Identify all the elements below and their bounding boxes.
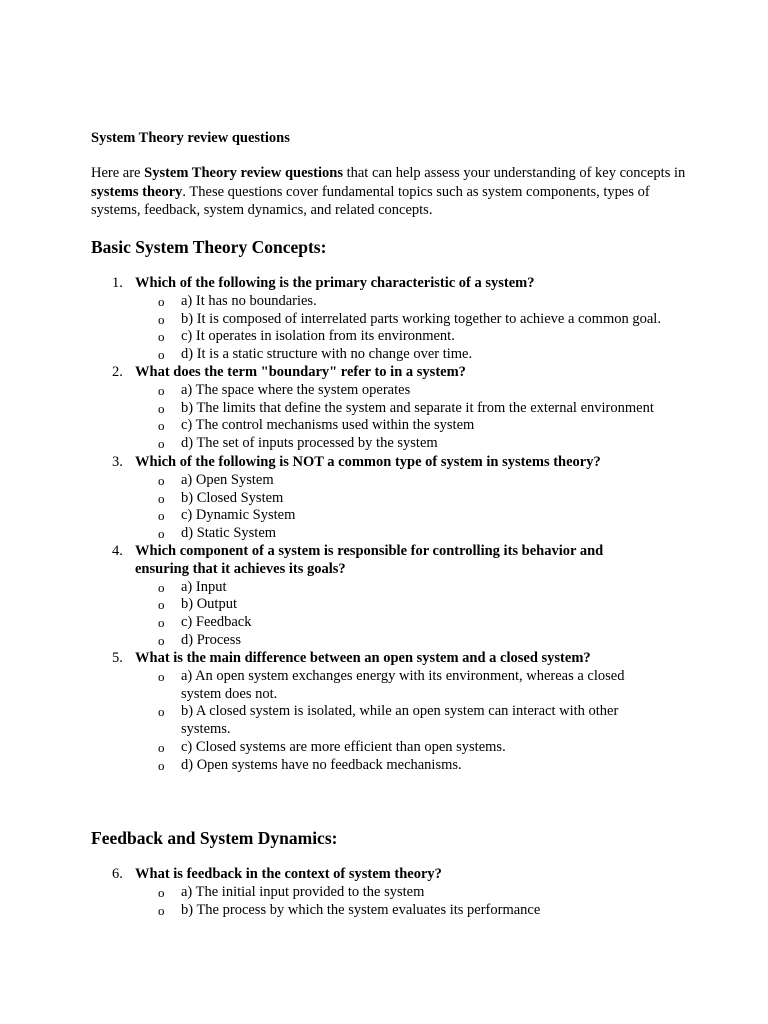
question xyxy=(0,543,768,579)
answer-option xyxy=(0,596,768,614)
question-item xyxy=(0,454,768,543)
bullet-icon: o xyxy=(158,884,165,900)
answer-option xyxy=(0,435,768,453)
answer-option xyxy=(0,614,768,632)
answer-option xyxy=(0,884,768,902)
answer-option xyxy=(0,703,768,739)
option-text: d) Static System xyxy=(181,525,277,542)
bullet-icon: o xyxy=(158,508,165,524)
answer-option xyxy=(0,417,768,435)
option-text: a) Open System xyxy=(181,471,274,488)
question xyxy=(0,275,768,293)
bullet-icon: o xyxy=(158,311,165,327)
bullet-icon: o xyxy=(158,757,165,773)
section-heading: Feedback and System Dynamics: xyxy=(91,828,338,848)
question-number: 4. xyxy=(112,543,123,559)
answer-option xyxy=(0,328,768,346)
option-text: c) Closed systems are more efficient than open systems. xyxy=(181,738,506,755)
bullet-icon: o xyxy=(158,597,165,613)
answer-option xyxy=(0,400,768,418)
option-text: b) Output xyxy=(181,596,237,613)
answer-option xyxy=(0,490,768,508)
intro-bold-text: systems theory xyxy=(91,183,183,200)
bullet-icon: o xyxy=(158,382,165,398)
question xyxy=(0,650,768,668)
question-item xyxy=(0,650,768,775)
bullet-icon: o xyxy=(158,329,165,345)
bullet-icon: o xyxy=(158,418,165,434)
bullet-icon: o xyxy=(158,739,165,755)
question xyxy=(0,866,768,884)
bullet-icon: o xyxy=(158,472,165,488)
option-text: b) A closed system is isolated, while an open system can interact with other systems. xyxy=(181,703,619,738)
answer-option xyxy=(0,632,768,650)
option-text: d) Open systems have no feedback mechanisms. xyxy=(181,756,462,773)
bullet-icon: o xyxy=(158,347,165,363)
bullet-icon: o xyxy=(158,526,165,542)
question xyxy=(0,364,768,382)
bullet-icon: o xyxy=(158,668,165,684)
intro-text: . These questions cover fundamental topics such as system components, types of systems, feedback, system dynamics, and related concepts. xyxy=(91,183,650,218)
answer-option xyxy=(0,507,768,525)
question-item xyxy=(0,543,768,650)
question-text: What is the main difference between an open system and a closed system? xyxy=(135,650,591,666)
answer-option xyxy=(0,472,768,490)
option-text: a) It has no boundaries. xyxy=(181,292,317,309)
option-text: c) Dynamic System xyxy=(181,507,296,524)
intro-text: that can help assess your understanding of key concepts in xyxy=(342,165,686,181)
question-number: 2. xyxy=(112,364,123,380)
bullet-icon: o xyxy=(158,400,165,416)
intro-text: Here are xyxy=(91,165,145,181)
answer-option xyxy=(0,525,768,543)
question-item xyxy=(0,275,768,364)
question-text: Which component of a system is responsible for controlling its behavior and ensuring that it achieves its goals? xyxy=(135,543,604,577)
answer-option xyxy=(0,902,768,920)
answer-option xyxy=(0,739,768,757)
option-text: c) Feedback xyxy=(181,614,252,631)
bullet-icon: o xyxy=(158,579,165,595)
question-number: 5. xyxy=(112,650,123,666)
question-number: 6. xyxy=(112,866,123,882)
question xyxy=(0,454,768,472)
answer-option xyxy=(0,311,768,329)
option-text: d) Process xyxy=(181,631,242,648)
question-text: What is feedback in the context of system theory? xyxy=(135,866,442,882)
option-text: b) The limits that define the system and separate it from the external environment xyxy=(181,399,654,416)
answer-option xyxy=(0,346,768,364)
answer-option xyxy=(0,668,768,704)
document-title: System Theory review questions xyxy=(91,130,290,146)
answer-option xyxy=(0,579,768,597)
option-text: d) It is a static structure with no change over time. xyxy=(181,346,473,363)
option-text: b) Closed System xyxy=(181,489,284,506)
question-text: Which of the following is the primary characteristic of a system? xyxy=(135,275,535,291)
bullet-icon: o xyxy=(158,704,165,720)
bullet-icon: o xyxy=(158,490,165,506)
option-text: b) It is composed of interrelated parts working together to achieve a common goal. xyxy=(181,310,661,327)
option-text: b) The process by which the system evaluates its performance xyxy=(181,901,541,918)
bullet-icon: o xyxy=(158,632,165,648)
answer-option xyxy=(0,757,768,775)
option-text: a) Input xyxy=(181,578,227,595)
answer-option xyxy=(0,293,768,311)
intro-paragraph xyxy=(91,164,691,220)
question-item xyxy=(0,364,768,453)
bullet-icon: o xyxy=(158,615,165,631)
bullet-icon: o xyxy=(158,902,165,918)
option-text: c) The control mechanisms used within the system xyxy=(181,417,475,434)
section-heading: Basic System Theory Concepts: xyxy=(91,237,327,257)
option-text: a) The initial input provided to the system xyxy=(181,883,425,900)
option-text: a) The space where the system operates xyxy=(181,381,411,398)
answer-option xyxy=(0,382,768,400)
question-text: Which of the following is NOT a common type of system in systems theory? xyxy=(135,454,601,470)
option-text: a) An open system exchanges energy with its environment, whereas a closed system does not. xyxy=(181,667,625,702)
option-text: d) The set of inputs processed by the system xyxy=(181,435,438,452)
question-number: 3. xyxy=(112,454,123,470)
bullet-icon: o xyxy=(158,436,165,452)
question-number: 1. xyxy=(112,275,123,291)
question-text: What does the term "boundary" refer to in a system? xyxy=(135,364,466,380)
intro-bold-text: System Theory review questions xyxy=(144,165,343,181)
question-item xyxy=(0,866,768,919)
bullet-icon: o xyxy=(158,293,165,309)
option-text: c) It operates in isolation from its environment. xyxy=(181,328,455,345)
